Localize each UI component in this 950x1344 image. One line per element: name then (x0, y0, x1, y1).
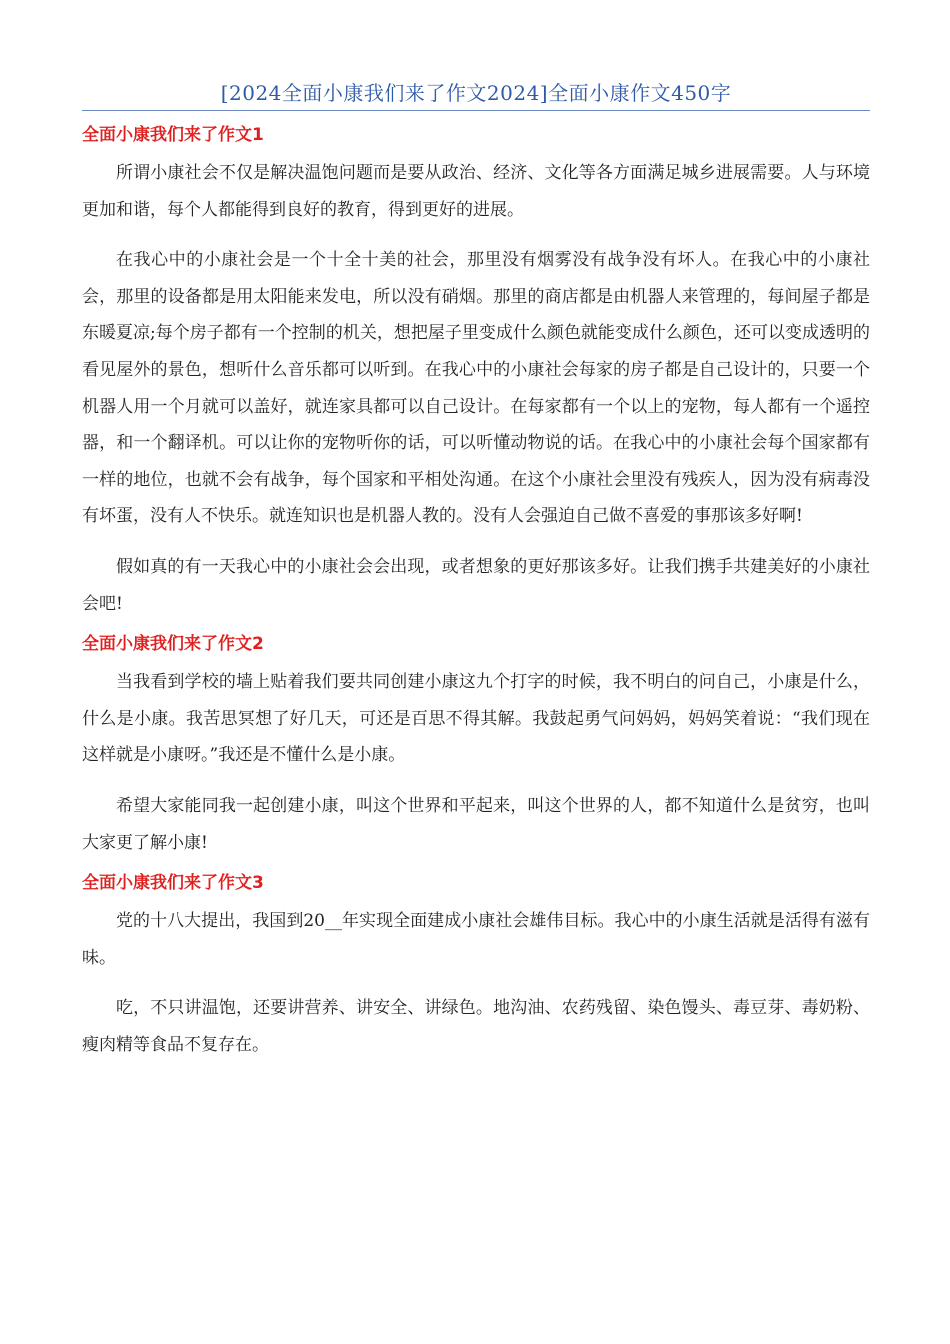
section-heading: 全面小康我们来了作文2 (82, 634, 264, 655)
section-heading: 全面小康我们来了作文1 (82, 125, 264, 145)
paragraph: 党的十八大提出，我国到20__年实现全面建成小康社会雄伟目标。我心中的小康生活就是活得有滋有味。 (82, 911, 870, 968)
title-divider (82, 110, 870, 111)
paragraph: 假如真的有一天我心中的小康社会会出现，或者想象的更好那该多好。让我们携手共建美好的小康社会吧! (82, 556, 870, 614)
paragraph: 所谓小康社会不仅是解决温饱问题而是要从政治、经济、文化等各方面满足城乡进展需要。人与环境更加和谐，每个人都能得到良好的教育，得到更好的进展。 (82, 163, 870, 220)
paragraph: 吃，不只讲温饱，还要讲营养、讲安全、讲绿色。地沟油、农药残留、染色馒头、毒豆芽、毒奶粉、瘦肉精等食品不复存在。 (82, 998, 870, 1055)
essay-section-1 (82, 123, 870, 622)
paragraph: 在我心中的小康社会是一个十全十美的社会，那里没有烟雾没有战争没有坏人。在我心中的小康社会，那里的设备都是用太阳能来发电，所以没有硝烟。那里的商店都是由机器人来管理的，每间屋子都是东暖夏凉;每个房子都有一个控制的机关，想把屋子里变成什么颜色就能变成什么颜色，还可以变成透明的看见屋外的景色，想听什么音乐都可以听到。在我心中的小康社会每家的房子都是自己设计的，只要一个机器人用一个月就可以盖好，就连家具都可以自己设计。在每家都有一个以上的宠物，每人都有一个遥控器，和一个翻译机。可以让你的宠物听你的话，可以听懂动物说的话。在我心中的小康社会每个国家都有一样的地位，也就不会有战争，每个国家和平相处沟通。在这个小康社会里没有残疾人，因为没有病毒没有坏蛋，没有人不快乐。就连知识也是机器人教的。没有人会强迫自己做不喜爱的事那该多好啊! (82, 250, 870, 527)
paragraph: 当我看到学校的墙上贴着我们要共同创建小康这九个打字的时候，我不明白的问自己，小康是什么，什么是小康。我苦思冥想了好几天，可还是百思不得其解。我鼓起勇气问妈妈，妈妈笑着说：“我们现在这样就是小康呀。”我还是不懂什么是小康。 (82, 672, 870, 766)
paragraph: 希望大家能同我一起创建小康，叫这个世界和平起来，叫这个世界的人，都不知道什么是贫穷，也叫大家更了解小康! (82, 795, 870, 853)
document-title: [2024全面小康我们来了作文2024]全面小康作文450字 (220, 81, 732, 105)
essay-section-3 (82, 871, 870, 1063)
section-heading: 全面小康我们来了作文3 (82, 873, 264, 894)
essay-section-2 (82, 632, 870, 861)
